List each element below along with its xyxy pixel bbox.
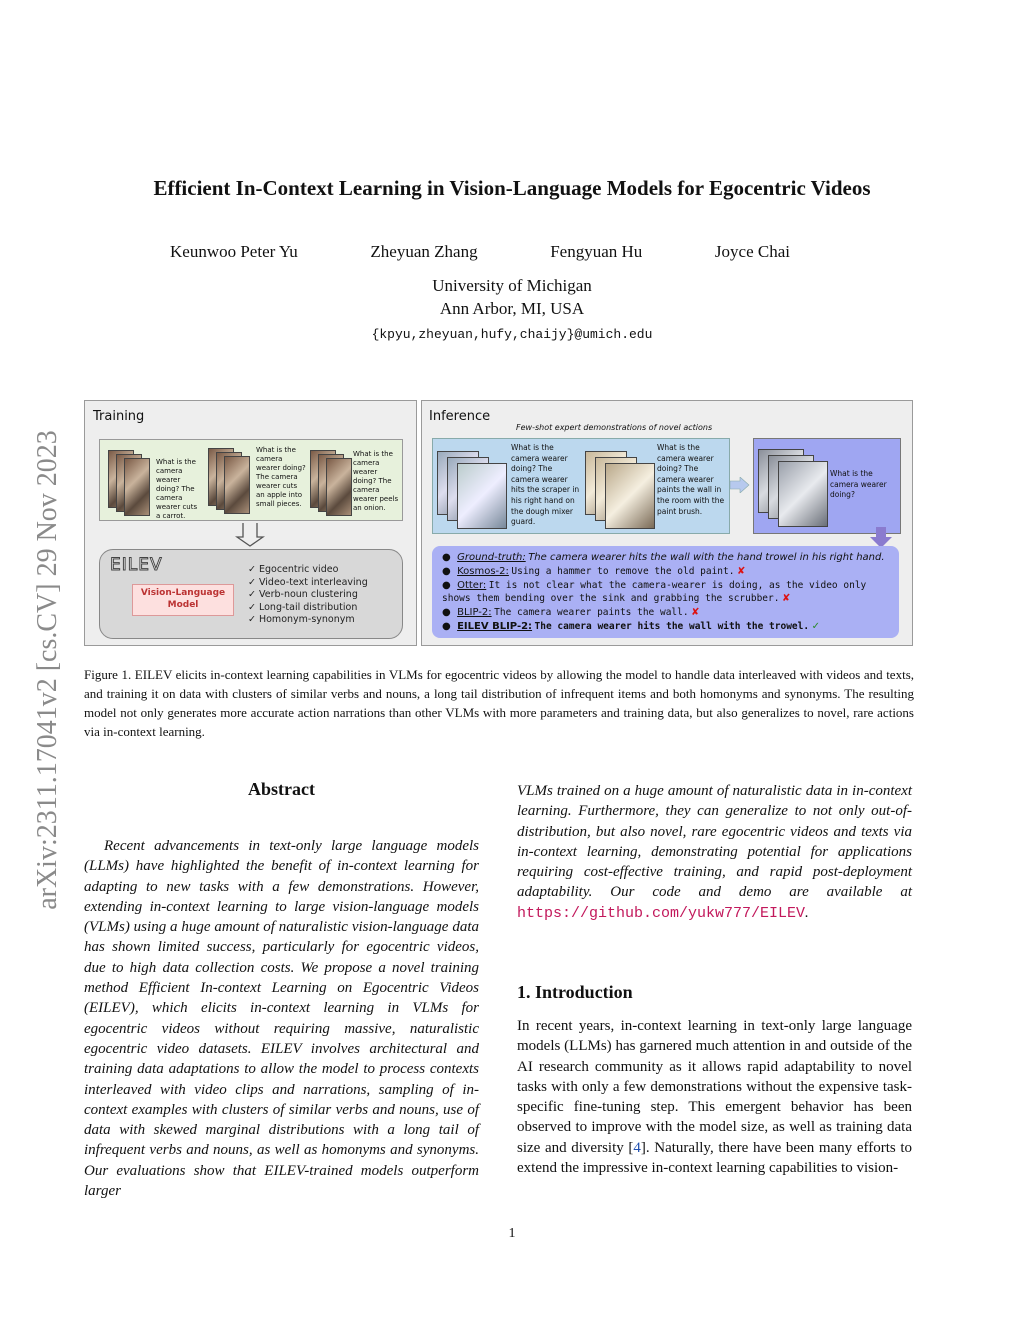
citation-link[interactable]: 4 — [633, 1139, 641, 1156]
query-caption: What is the camera wearer doing? — [830, 469, 887, 500]
result-model: BLIP-2: — [457, 607, 492, 619]
cross-icon: ✘ — [781, 593, 791, 605]
eilev-box — [99, 549, 403, 639]
results-list — [442, 551, 894, 634]
check-item: ✓ Video-text interleaving — [248, 576, 368, 588]
training-label: Training — [93, 409, 145, 424]
result-item: ● Otter: It is not clear what the camera-wearer is doing, as the video only shows them bending over the sink and grabbing the scrubber. ✘ — [442, 579, 867, 605]
figure-caption: Figure 1. EILEV elicits in-context learning capabilities in VLMs for egocentric videos by allowing the model to handle data interleaved with videos and texts, and training it on data with clusters of similar verbs and nouns, a long tail distribution of infrequent items and both homonyms and synonyms. The resulting model not only generates more accurate action narrations than other VLMs with more parameters and training data, but also generalizes to novel, rare actions via in-context learning. — [84, 667, 914, 739]
paper-title: Efficient In-Context Learning in Vision-Language Models for Egocentric Videos — [153, 176, 871, 200]
cross-icon: ✘ — [691, 607, 700, 619]
result-item: ● Ground-truth: The camera wearer hits the wall with the hand trowel in his right hand. — [442, 552, 885, 563]
abstract-continued — [517, 781, 912, 924]
result-item: ● BLIP-2: The camera wearer paints the wall. ✘ — [442, 607, 700, 619]
clip-caption: What is the camera wearer doing? The camera wearer cuts an apple into small pieces. — [256, 446, 306, 508]
clip-caption: What is the camera wearer doing? The camera wearer peels an onion. — [353, 450, 399, 512]
abstract-heading: Abstract — [248, 779, 315, 799]
check-item: ✓ Homonym-synonym — [248, 614, 355, 626]
result-model: Kosmos-2: — [457, 565, 509, 577]
affiliation-line: University of Michigan — [432, 276, 592, 295]
inference-panel — [421, 400, 913, 646]
author-list — [170, 242, 790, 262]
check-item: ✓ Verb-noun clustering — [248, 589, 358, 601]
author: Fengyuan Hu — [550, 242, 643, 261]
results-box — [432, 546, 899, 638]
inference-subtitle: Few-shot expert demonstrations of novel actions — [516, 423, 713, 432]
intro-heading: 1. Introduction — [517, 982, 633, 1002]
result-item: ● EILEV BLIP-2: The camera wearer hits the wall with the trowel. ✓ — [442, 620, 820, 632]
training-panel — [84, 400, 417, 646]
query-strip — [753, 438, 901, 534]
intro-text-part: ]. Naturally, there have been many efforts to extend the impressive in-context learning capabilities to vision- — [517, 1139, 912, 1177]
arrow-right-icon — [730, 477, 750, 493]
intro-text — [517, 1016, 912, 1178]
video-frame — [605, 463, 655, 529]
demo-caption: What is the camera wearer doing? The camera wearer hits the scraper in his right hand on the dough mixer guard. — [511, 443, 580, 527]
arrow-down-icon — [235, 523, 265, 547]
result-model: Otter: — [457, 579, 487, 591]
author-email: {kpyu,zheyuan,hufy,chaijy}@umich.edu — [371, 327, 653, 342]
demo-strip — [432, 438, 730, 534]
result-text: The camera wearer hits the wall with the trowel. — [534, 620, 810, 632]
abstract-text: Recent advancements in text-only large language models (LLMs) have highlighted the benefit of in-context learning for adapting to new tasks with a few demonstrations. However, extending in-context learning to large vision-language models (VLMs) using a huge amount of naturalistic vision-language data has shown limited success, particularly for egocentric videos, due to high data collection costs. We propose a novel training method Efficient In-context Learning on Egocentric Videos (EILEV), which elicits in-context learning in VLMs for egocentric videos without requiring massive, naturalistic egocentric video datasets. EILEV involves architectural and training data adaptations to allow the model to process contexts interleaved with video clips and narrations, sampling of in-context examples with clusters of similar verbs and nouns, use of data with skewed marginal distributions with a long tail of infrequent verbs and nouns, as well as homonyms and synonyms. Our evaluations show that EILEV-trained models outperform larger — [84, 838, 479, 1200]
abstract-continued-text: VLMs trained on a huge amount of naturalistic data in in-context learning. Furthermore, they can generalize to not only out-of-distribution, but also novel, rare egocentric videos and texts via in-context learning, demonstrating potential for applications requiring cost-effective training, and rapid post-deployment adaptability. Our code and demo are available at — [517, 783, 912, 901]
arxiv-stamp: arXiv:2311.17041v2 [cs.CV] 29 Nov 2023 — [32, 430, 63, 910]
author: Keunwoo Peter Yu — [170, 242, 298, 261]
vlm-label: Vision-Language Model — [132, 584, 234, 616]
video-frame — [778, 461, 828, 527]
result-item: ● Kosmos-2: Using a hammer to remove the old paint. ✘ — [442, 565, 746, 577]
training-checklist — [248, 564, 368, 627]
affiliation-line: Ann Arbor, MI, USA — [439, 299, 585, 318]
page-number: 1 — [508, 1226, 516, 1241]
training-clip-strip — [99, 439, 403, 521]
cross-icon: ✘ — [736, 565, 746, 577]
result-model: Ground-truth: — [457, 552, 526, 563]
demo-caption: What is the camera wearer doing? The camera wearer paints the wall in the room with the paint brush. — [657, 443, 725, 516]
author: Zheyuan Zhang — [370, 242, 478, 261]
eilev-logo: EILEV — [110, 555, 163, 575]
inference-label: Inference — [429, 409, 491, 424]
video-frame — [124, 458, 150, 516]
code-link[interactable]: https://github.com/yukw777/EILEV — [517, 904, 806, 922]
result-text: It is not clear what the camera-wearer is doing, as the video only shows them bending over the sink and grabbing the scrubber. — [442, 579, 867, 605]
author: Joyce Chai — [714, 242, 790, 261]
period: . — [805, 904, 809, 921]
result-text: The camera wearer hits the wall with the hand trowel in his right hand. — [528, 552, 885, 563]
result-text: The camera wearer paints the wall. — [494, 607, 689, 619]
clip-caption: What is the camera wearer doing? The camera wearer cuts a carrot. — [156, 458, 198, 520]
result-model: EILEV BLIP-2: — [457, 620, 533, 632]
intro-text-part: In recent years, in-context learning in text-only large language models (LLMs) has garnered much attention in and outside of the AI research community as it allows rapid adaptability to novel tasks with only a few demonstrations without the expensive task-specific fine-tuning step. This emergent behavior has been observed to improve with the model size, as well as training data size and diversity [ — [517, 1018, 912, 1156]
check-icon: ✓ — [811, 620, 820, 632]
video-frame — [224, 456, 250, 514]
video-frame — [326, 458, 352, 516]
check-item: ✓ Egocentric video — [248, 564, 339, 575]
video-frame — [457, 463, 507, 529]
result-text: Using a hammer to remove the old paint. — [511, 565, 735, 577]
check-item: ✓ Long-tail distribution — [248, 601, 358, 613]
